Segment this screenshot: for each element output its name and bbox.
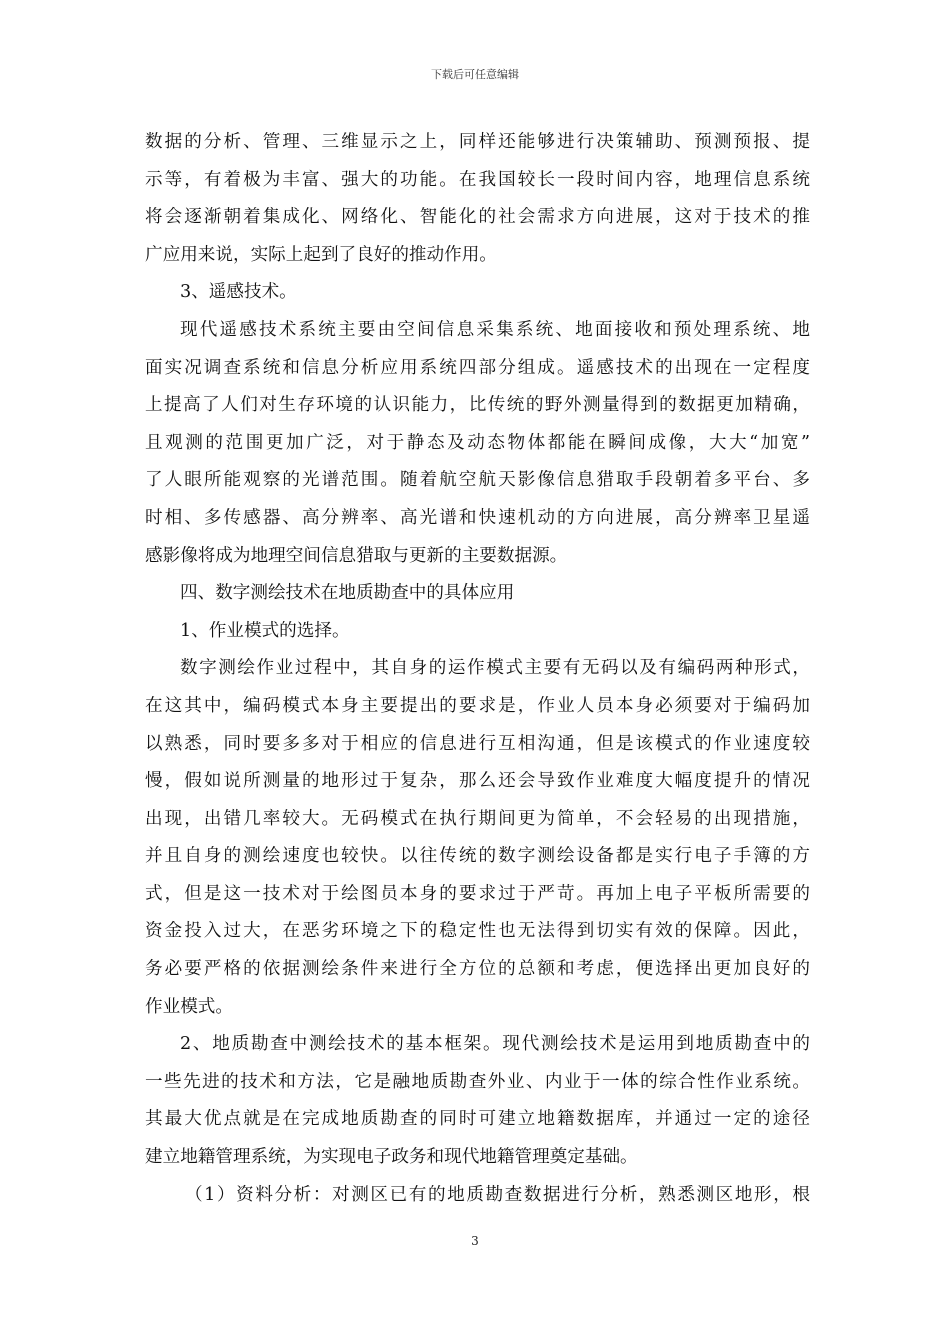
text-line: 建立地籍管理系统，为实现电子政务和现代地籍管理奠定基础。 xyxy=(145,1147,638,1168)
text-line: 并且自身的测绘速度也较快。以往传统的数字测绘设备都是实行电子手簿的方 xyxy=(145,846,810,867)
text-line: 资金投入过大，在恶劣环境之下的稳定性也无法得到切实有效的保障。因此， xyxy=(145,921,810,942)
text-line: 数据的分析、管理、三维显示之上，同样还能够进行决策辅助、预测预报、提 xyxy=(145,132,810,152)
text-line: 现代遥感技术系统主要由空间信息采集系统、地面接收和预处理系统、地 xyxy=(180,319,810,340)
text-line: 上提高了人们对生存环境的认识能力，比传统的野外测量得到的数据更加精确， xyxy=(145,395,810,416)
text-line: 感影像将成为地理空间信息猎取与更新的主要数据源。 xyxy=(145,545,568,566)
text-line: 示等，有着极为丰富、强大的功能。在我国较长一段时间内容，地理信息系统 xyxy=(145,169,810,190)
text-line: 作业模式。 xyxy=(145,996,233,1017)
page-number: 3 xyxy=(471,1234,479,1248)
section-heading: 3、遥感技术。 xyxy=(180,282,297,303)
section-heading: 1、作业模式的选择。 xyxy=(180,620,350,641)
text-line: 数字测绘作业过程中，其自身的运作模式主要有无码以及有编码两种形式， xyxy=(180,658,810,679)
text-line: 且观测的范围更加广泛，对于静态及动态物体都能在瞬间成像，大大“加宽” xyxy=(145,432,810,453)
document-body xyxy=(145,124,810,1214)
text-line: 以熟悉，同时要多多对于相应的信息进行互相沟通，但是该模式的作业速度较 xyxy=(145,733,810,754)
text-line: 面实况调查系统和信息分析应用系统四部分组成。遥感技术的出现在一定程度 xyxy=(145,357,810,378)
text-line: 时相、多传感器、高分辨率、高光谱和快速机动的方向进展，高分辨率卫星遥 xyxy=(145,507,810,528)
text-line: 广应用来说，实际上起到了良好的推动作用。 xyxy=(145,244,497,265)
text-line: 一些先进的技术和方法，它是融地质勘查外业、内业于一体的综合性作业系统。 xyxy=(145,1071,810,1092)
text-line: 2、地质勘查中测绘技术的基本框架。现代测绘技术是运用到地质勘查中的 xyxy=(180,1034,810,1055)
text-line: 出现，出错几率较大。无码模式在执行期间更为简单，不会轻易的出现措施， xyxy=(145,808,810,829)
text-line: 将会逐渐朝着集成化、网络化、智能化的社会需求方向进展，这对于技术的推 xyxy=(145,207,810,228)
page-header: 下载后可任意编辑 xyxy=(431,68,519,81)
text-line: 慢，假如说所测量的地形过于复杂，那么还会导致作业难度大幅度提升的情况 xyxy=(145,771,810,792)
text-line: 式，但是这一技术对于绘图员本身的要求过于严苛。再加上电子平板所需要的 xyxy=(145,883,810,904)
text-line: 其最大优点就是在完成地质勘查的同时可建立地籍数据库，并通过一定的途径 xyxy=(145,1109,810,1130)
text-line: 务必要严格的依据测绘条件来进行全方位的总额和考虑，便选择出更加良好的 xyxy=(145,959,810,980)
text-line: 了人眼所能观察的光谱范围。随着航空航天影像信息猎取手段朝着多平台、多 xyxy=(145,470,810,491)
text-line: （1）资料分析：对测区已有的地质勘查数据进行分析，熟悉测区地形，根 xyxy=(185,1184,810,1205)
text-line: 在这其中，编码模式本身主要提出的要求是，作业人员本身必须要对于编码加 xyxy=(145,695,810,716)
section-heading: 四、数字测绘技术在地质勘查中的具体应用 xyxy=(180,583,515,604)
